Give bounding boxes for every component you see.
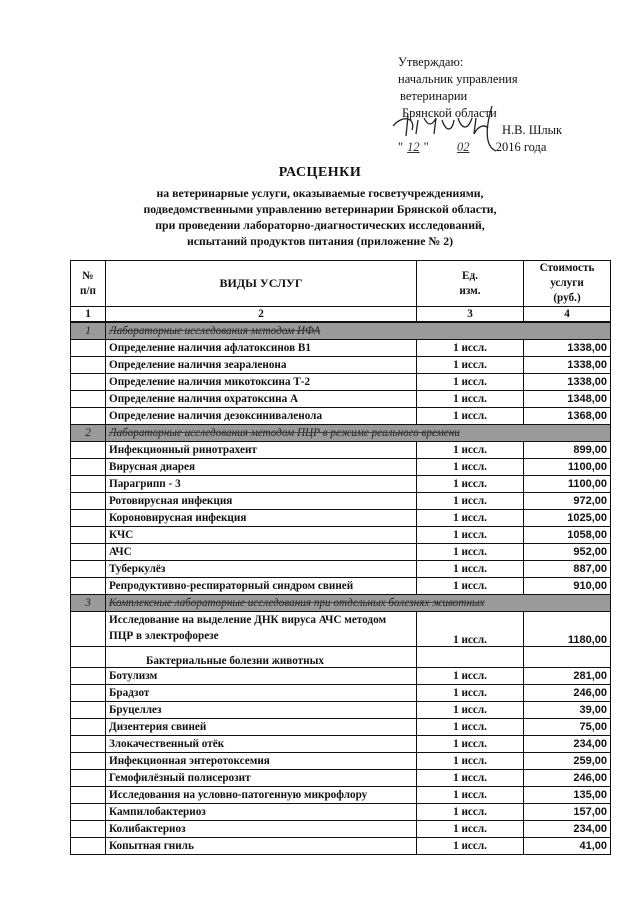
service-name: Инфекционная энтеротоксемия — [106, 753, 417, 770]
table-row — [71, 719, 611, 736]
table-row — [71, 527, 611, 544]
row-number — [71, 527, 106, 544]
table-row — [71, 668, 611, 685]
approval-position: начальник управления — [398, 72, 518, 86]
title-main: РАСЦЕНКИ — [278, 165, 362, 180]
header-service: ВИДЫ УСЛУГ — [106, 261, 417, 307]
service-name: Определение наличия микотоксина Т-2 — [106, 374, 417, 391]
row-number — [71, 340, 106, 357]
service-cost: 1368,00 — [524, 408, 611, 425]
service-unit: 1 иссл. — [417, 787, 524, 804]
category-name: Лабораторные исследования методом ПЦР в режиме реального времени — [106, 425, 611, 442]
table-row — [71, 374, 611, 391]
service-name-line: ПЦР в электрофорезе — [109, 630, 219, 642]
service-name: Ротовирусная инфекция — [106, 493, 417, 510]
service-name: Копытная гниль — [106, 838, 417, 855]
service-name: Злокачественный отёк — [106, 736, 417, 753]
approval-month: 02 — [456, 140, 470, 154]
service-name — [106, 612, 417, 647]
row-number — [71, 493, 106, 510]
header-cost: Стоимость услуги (руб.) — [524, 261, 611, 307]
service-name: Ботулизм — [106, 668, 417, 685]
price-table — [70, 260, 611, 855]
service-cost: 1100,00 — [524, 459, 611, 476]
approval-department: ветеринарии — [400, 89, 468, 103]
service-unit: 1 иссл. — [417, 374, 524, 391]
service-name: Дизентерия свиней — [106, 719, 417, 736]
service-name: Определение наличия афлатоксинов В1 — [106, 340, 417, 357]
service-unit: 1 иссл. — [417, 702, 524, 719]
service-unit: 1 иссл. — [417, 459, 524, 476]
table-row — [71, 561, 611, 578]
row-number — [71, 561, 106, 578]
title-line-1: на ветеринарные услуги, оказываемые госветучреждениями, — [156, 186, 484, 200]
service-cost: 1348,00 — [524, 391, 611, 408]
table-row — [71, 770, 611, 787]
row-number — [71, 804, 106, 821]
service-name: КЧС — [106, 527, 417, 544]
row-number — [71, 391, 106, 408]
service-unit: 1 иссл. — [417, 476, 524, 493]
row-number — [71, 770, 106, 787]
service-unit: 1 иссл. — [417, 821, 524, 838]
category-number: 1 — [71, 322, 106, 340]
service-cost: 910,00 — [524, 578, 611, 595]
table-row — [71, 408, 611, 425]
service-cost: 234,00 — [524, 736, 611, 753]
service-cost: 157,00 — [524, 804, 611, 821]
service-unit: 1 иссл. — [417, 391, 524, 408]
col-number: 1 — [71, 307, 106, 323]
row-number — [71, 685, 106, 702]
approval-heading: Утверждаю: — [398, 55, 464, 69]
service-cost: 135,00 — [524, 787, 611, 804]
service-cost: 899,00 — [524, 442, 611, 459]
service-name: Вирусная диарея — [106, 459, 417, 476]
service-cost: 972,00 — [524, 493, 611, 510]
service-unit: 1 иссл. — [417, 357, 524, 374]
row-number — [71, 408, 106, 425]
service-cost: 246,00 — [524, 770, 611, 787]
row-number — [71, 459, 106, 476]
service-name: Парагрипп - 3 — [106, 476, 417, 493]
approval-day: 12 — [407, 140, 420, 154]
table-row — [71, 736, 611, 753]
service-cost: 1338,00 — [524, 374, 611, 391]
service-unit: 1 иссл. — [417, 561, 524, 578]
service-name: Брадзот — [106, 685, 417, 702]
table-row — [71, 391, 611, 408]
table-row — [71, 476, 611, 493]
col-number: 2 — [106, 307, 417, 323]
title-line-4: испытаний продуктов питания (приложение № 2) — [186, 234, 454, 248]
table-row — [71, 804, 611, 821]
category-name: Лабораторные исследования методом ИФА — [106, 322, 611, 340]
table-row — [71, 493, 611, 510]
service-unit: 1 иссл. — [417, 612, 524, 647]
row-number — [71, 668, 106, 685]
row-number — [71, 821, 106, 838]
row-number — [71, 357, 106, 374]
row-number — [71, 442, 106, 459]
service-unit: 1 иссл. — [417, 578, 524, 595]
service-name: Короновирусная инфекция — [106, 510, 417, 527]
service-cost: 1058,00 — [524, 527, 611, 544]
title-line-3: при проведении лабораторно-диагностических исследований, — [155, 218, 485, 232]
service-unit: 1 иссл. — [417, 527, 524, 544]
row-number — [71, 647, 106, 668]
header-unit: Ед. изм. — [417, 261, 524, 307]
row-number — [71, 753, 106, 770]
service-unit: 1 иссл. — [417, 719, 524, 736]
service-cost: 41,00 — [524, 838, 611, 855]
service-cost: 1338,00 — [524, 357, 611, 374]
approval-year: 2016 года — [495, 140, 547, 154]
service-name: Определение наличия зеараленона — [106, 357, 417, 374]
table-row — [71, 442, 611, 459]
header-num: № п/п — [71, 261, 106, 307]
row-number — [71, 374, 106, 391]
service-name: Определение наличия охратоксина А — [106, 391, 417, 408]
service-cost: 1338,00 — [524, 340, 611, 357]
table-row — [71, 702, 611, 719]
column-numbers-row — [71, 307, 611, 323]
category-number: 2 — [71, 425, 106, 442]
service-cost: 75,00 — [524, 719, 611, 736]
service-unit: 1 иссл. — [417, 493, 524, 510]
table-header-row — [71, 261, 611, 307]
category-name: Комплексные лабораторные исследования при отдельных болезнях животных — [106, 595, 611, 612]
table-row — [71, 510, 611, 527]
service-name: Инфекционный ринотрахеит — [106, 442, 417, 459]
service-cost: 246,00 — [524, 685, 611, 702]
service-unit: 1 иссл. — [417, 340, 524, 357]
service-unit: 1 иссл. — [417, 442, 524, 459]
service-name: Гемофилёзный полисерозит — [106, 770, 417, 787]
approval-region: Брянской области — [402, 106, 497, 120]
service-name: Исследования на условно-патогенную микрофлору — [106, 787, 417, 804]
table-row — [71, 838, 611, 855]
row-number — [71, 702, 106, 719]
table-row — [71, 459, 611, 476]
category-row — [71, 322, 611, 340]
row-number — [71, 544, 106, 561]
service-name: Бруцеллез — [106, 702, 417, 719]
category-row — [71, 425, 611, 442]
category-row — [71, 595, 611, 612]
table-row — [71, 685, 611, 702]
service-cost: 952,00 — [524, 544, 611, 561]
approval-signer: Н.В. Шлык — [502, 123, 563, 137]
service-name: Репродуктивно-респираторный синдром свиней — [106, 578, 417, 595]
row-number — [71, 838, 106, 855]
service-cost: 1025,00 — [524, 510, 611, 527]
row-number — [71, 719, 106, 736]
service-unit: 1 иссл. — [417, 544, 524, 561]
table-row — [71, 821, 611, 838]
service-name: Туберкулёз — [106, 561, 417, 578]
category-number: 3 — [71, 595, 106, 612]
subheader-row — [71, 647, 611, 668]
table-row — [71, 753, 611, 770]
service-unit: 1 иссл. — [417, 804, 524, 821]
service-cost — [524, 647, 611, 668]
service-name: Кампилобактериоз — [106, 804, 417, 821]
service-cost: 234,00 — [524, 821, 611, 838]
service-name-line: Исследование на выделение ДНК вируса АЧС методом — [109, 614, 387, 626]
subheader-label: Бактериальные болезни животных — [106, 647, 417, 668]
col-number: 4 — [524, 307, 611, 323]
service-name: Колибактериоз — [106, 821, 417, 838]
row-number — [71, 787, 106, 804]
service-unit: 1 иссл. — [417, 753, 524, 770]
col-number: 3 — [417, 307, 524, 323]
table-row — [71, 787, 611, 804]
service-unit — [417, 647, 524, 668]
service-unit: 1 иссл. — [417, 408, 524, 425]
title-line-2: подведомственными управлению ветеринарии Брянской области, — [143, 202, 497, 216]
row-number — [71, 612, 106, 647]
service-cost: 1100,00 — [524, 476, 611, 493]
service-unit: 1 иссл. — [417, 838, 524, 855]
row-number — [71, 736, 106, 753]
service-unit: 1 иссл. — [417, 668, 524, 685]
row-number — [71, 578, 106, 595]
service-unit: 1 иссл. — [417, 736, 524, 753]
service-cost: 39,00 — [524, 702, 611, 719]
service-unit: 1 иссл. — [417, 685, 524, 702]
handwritten-signature — [388, 96, 518, 156]
document-title — [0, 165, 640, 249]
table-row — [71, 340, 611, 357]
service-unit: 1 иссл. — [417, 510, 524, 527]
table-row — [71, 578, 611, 595]
service-cost: 281,00 — [524, 668, 611, 685]
table-body — [71, 307, 611, 855]
table-row — [71, 357, 611, 374]
row-number — [71, 510, 106, 527]
service-cost: 887,00 — [524, 561, 611, 578]
service-unit: 1 иссл. — [417, 770, 524, 787]
approval-date: " 12 " 02 2016 года — [398, 140, 547, 154]
service-cost: 259,00 — [524, 753, 611, 770]
service-cost: 1180,00 — [524, 612, 611, 647]
service-name: АЧС — [106, 544, 417, 561]
table-row — [71, 544, 611, 561]
row-number — [71, 476, 106, 493]
table-row — [71, 612, 611, 647]
service-name: Определение наличия дезоксиниваленола — [106, 408, 417, 425]
